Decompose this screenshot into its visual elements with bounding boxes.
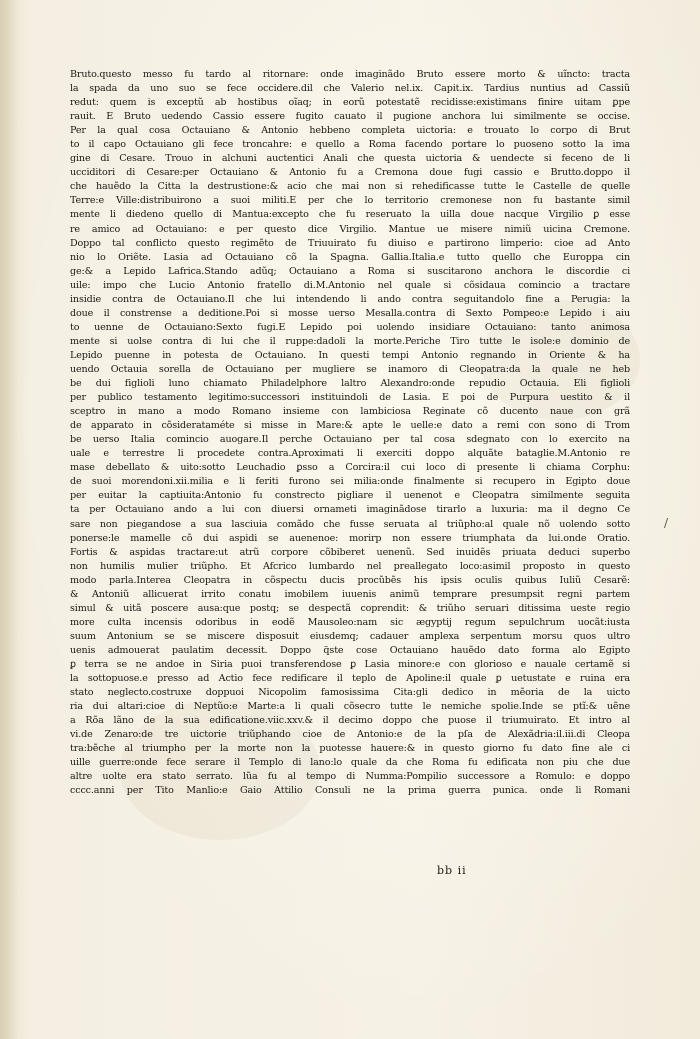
text-line: redut: quem is exceptũ ab hostibus oĩaq; in eorũ potestatẽ recidisse:existimans finire uitam ꝑpe — [70, 97, 630, 109]
text-line: to uenne de Octauiano:Sexto fugi.E Lepido poi uolendo insidiare Octauiano: tanto animosa — [70, 321, 630, 333]
text-line: ria dui altari:cioe di Neptũo:e Marte:a li quali cõsecro tutte le nemiche spolie.Inde se ptĩ:& uẽne — [70, 701, 630, 713]
text-line: suum Antonium se se miscere disposuit eiusdemq; cadauer amplexa serpentum morsu quos ultro — [70, 630, 630, 642]
text-line: uenis admouerat paulatim decessit. Doppo q̃ste cose Octauiano hauẽdo dato forma alo Egipto — [70, 644, 630, 656]
text-line: simul & uitã poscere ausa:que postq; se despectã coprendit: & triũho seruari ditissima ueste regio — [70, 602, 630, 614]
text-line: gine di Cesare. Trouo in alchuni auctentici Anali che questa uictoria & uendecte si feceno de li — [70, 153, 630, 165]
text-line: & Antoniũ allicuerat irrito conatu imobilem iuuenis animũ temprare presumpsit regni partem — [70, 588, 630, 600]
text-line: ge:& a Lepido Lafrica.Stando adũq; Octauiano a Roma si suscitarono anchora le discordie ci — [70, 265, 630, 277]
text-line: stato neglecto.costruxe doppuoi Nicopolim famosissima Cita:gli dedico in mẽoria de la uicto — [70, 687, 630, 699]
text-line: tra:bẽche al triumpho per la morte non la puotesse hauere:& in questo giorno fu dato fine ale ci — [70, 743, 630, 755]
text-line: sceptro in mano a modo Romano insieme con lambiciosa Reginate cõ ducento naue con grã — [70, 406, 630, 418]
text-line: be dui figlioli luno chiamato Philadelphore laltro Alexandro:onde repudio Octauia. Eli figlioli — [70, 378, 630, 390]
text-line: ponerse:le mamelle cõ dui aspidi se auenenoe: morirp non essere triumphata da lui.onde Oratio. — [70, 532, 630, 544]
text-line: more culta incensis odoribus in eodẽ Mausoleo:nam sic ægyptij regum sepulchrum uocãt:iusta — [70, 616, 630, 628]
text-line: Lepido puenne in potesta de Octauiano. In questi tempi Antonio regnando in Oriente & ha — [70, 349, 630, 361]
text-line: sare non piegandose a sua lasciuia comãdo che fusse seruata al triũpho:al quale nõ uolendo sotto — [70, 518, 630, 530]
text-line: vi.de Zenaro:de tre uictorie triũphando cioe de Antonio:e de la pſa de Alexãdria:il.iii.di Cleopa — [70, 729, 630, 741]
text-line: la sottopuose.e presso ad Actio fece redificare il teplo de Apoline:il quale ꝑ uetustate e ruina era — [70, 673, 630, 685]
text-line: doue il constrense a deditione.Poi si mosse uerso Mesalla.contra di Sexto Pompeo:e Lepido i aiu — [70, 307, 630, 319]
text-line: la spada da uno suo se fece occidere.dil che Valerio nel.ix. Capit.ix. Tardius nuntius ad Cassiũ — [70, 83, 630, 95]
text-line: Fortis & aspidas tractare:ut atrũ corpore cõbiberet uenenũ. Sed inuidẽs priuata deduci superbo — [70, 546, 630, 558]
text-line: Bruto.questo messo fu tardo al ritornare: onde imaginãdo Bruto essere morto & uĩncto: tracta — [70, 69, 630, 80]
text-line: be uerso Italia comincio auogare.Il perche Octauiano per tal cosa sdegnato con lo exercito na — [70, 434, 630, 446]
text-line: uale e terrestre li procedete contra.Aproximati li exerciti doppo alquãte bataglie.M.Antonio re — [70, 448, 630, 460]
page-gutter-shadow — [0, 0, 18, 1039]
text-line: uendo Octauia sorella de Octauiano per mugliere se inamoro di Cleopatra:da la quale ne heb — [70, 363, 630, 375]
text-line: Terre:e Ville:distribuirono a suoi militi.E per che lo territorio cremonese non fu bastante simil — [70, 195, 630, 207]
text-line: per publico testamento legitimo:successori instituindoli de Lasia. E poi de Purpura uestito & il — [70, 392, 630, 404]
text-line: Doppo tal conflicto questo regimẽto de Triuuirato fu diuiso e partirono limperio: cioe ad Anto — [70, 237, 630, 249]
text-line: ucciditori di Cesare:per Octauiano & Antonio fu a Cremona doue fugi cassio e Brutto.doppo il — [70, 167, 630, 179]
text-line: rauit. E Bruto uedendo Cassio essere fugito cauato il pugione anchora lui similmente se occise. — [70, 111, 630, 123]
text-line: Per la qual cosa Octauiano & Antonio hebbeno completa uictoria: e trouato lo corpo di Brut — [70, 125, 630, 137]
text-line: de suoi morendoni.xii.milia e li feriti furono sei milia:onde finalmente si recupero in Egipto doue — [70, 476, 630, 488]
text-line: che hauẽdo la Citta la destrustione:& acio che mai non si rehedificasse tutte le Castelle de quelle — [70, 181, 630, 193]
margin-mark: / — [664, 516, 669, 530]
text-line: cccc.anni per Tito Manlio:e Gaio Attilio Consuli ne la prima guerra punica. onde li Romani — [70, 785, 630, 797]
text-line: non humilis mulier triũpho. Et Afcrico lumbardo nel preallegato loco:asimil proposto in questo — [70, 560, 630, 572]
text-line: altre uolte era stato serrato. lũa fu al tempo di Numma:Pompilio successore a Romulo: e doppo — [70, 771, 630, 783]
text-line: ꝑ terra se ne andoe in Siria puoi transferendose ꝑ Lasia minore:e con glorioso e nauale certamẽ si — [70, 658, 630, 670]
body-text-block — [70, 68, 630, 798]
text-line: uille guerre:onde fece serare il Templo di lano:lo quale da che Roma fu edificata non piu che due — [70, 757, 630, 769]
text-line: per euitar la captiuita:Antonio fu constrecto pigliare il uenenot e Cleopatra similmente seguita — [70, 490, 630, 502]
text-line: re amico ad Octauiano: e per questo dice Virgilio. Mantue ue misere nimiũ uicina Cremone. — [70, 223, 630, 235]
text-line: to il capo Octauiano gli fece troncahre: e quello a Roma facendo portare lo puoseno sotto la ima — [70, 139, 630, 151]
text-line: nio lo Oriẽte. Lasia ad Octauiano cõ la Spagna. Gallia.Italia.e tutto quello che Europpa cin — [70, 251, 630, 263]
text-line: mente li diedeno quello di Mantua:excepto che fu reseruato la uilla doue nacque Virgilio ꝑ esse — [70, 209, 630, 221]
text-line: mente si uolse contra di lui che il ruppe:dadoli la morte.Periche Tiro tutte le isole:e dominio de — [70, 335, 630, 347]
text-line: mase debellato & uito:sotto Leuchadio ꝑsso a Corcira:il cui loco di presente li chiama Corphu: — [70, 462, 630, 474]
text-line: a Rõa lãno de la sua edificatione.viic.xxv.& il decimo doppo che puose il triumuirato. Et intro al — [70, 715, 630, 727]
text-line: de apparato in cõsiderataméte si misse in Mare:& apte le uelle:e dato a remi con sono di Trom — [70, 420, 630, 432]
text-line: modo parla.Interea Cleopatra in cõspectu ducis procũbẽs his ipsis oculis quibus Iuliũ Cesarẽ: — [70, 574, 630, 586]
text-line: insidie contra de Octauiano.Il che lui intendendo li ando contra seguitandolo fine a Perugia: la — [70, 293, 630, 305]
text-line: ta per Octauiano ando a lui con diuersi ornameti imaginãdose tirarlo a luxuria: ma il degno Ce — [70, 504, 630, 516]
text-line: uile: impo che Lucio Antonio fratello di.M.Antonio nel quale si cõsidaua comincio a tractare — [70, 279, 630, 291]
signature-mark: bb ii — [437, 864, 467, 877]
